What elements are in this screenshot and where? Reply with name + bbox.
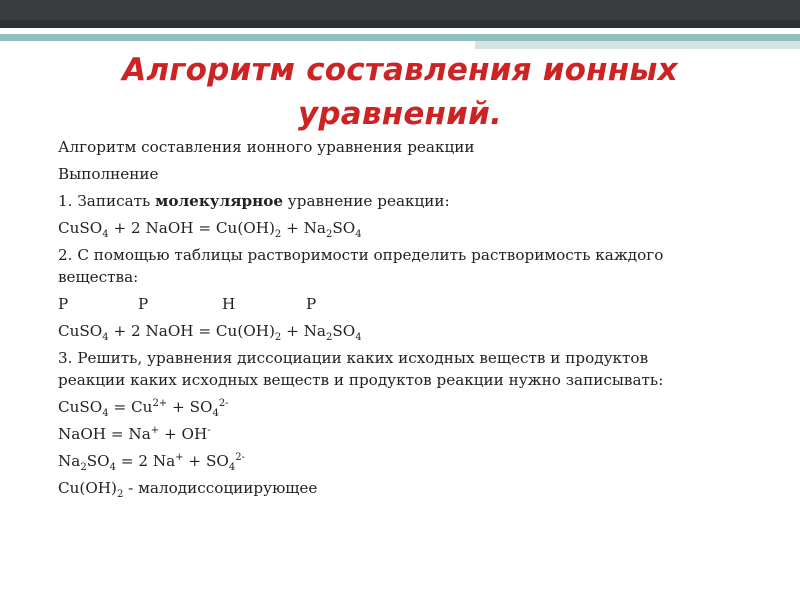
solubility-label: Р — [138, 295, 149, 313]
solubility-label: Н — [222, 295, 236, 313]
weak-electrolyte-line: $Cu(OH)_2$ - малодиссоциирующее — [58, 479, 318, 501]
solubility-row — [58, 293, 698, 315]
molecular-equation-1: CuSO$_4$ + 2 NaOH = $Cu(OH)_2 + Na_2SO_4$ — [58, 219, 362, 241]
dissociation-naoh: NaOH = Na+ + OH- — [58, 424, 211, 443]
step3-line: 3. Решить, уравнения диссоциации каких исходных веществ и продуктов реакции каких исходных веществ и продуктов реакции нужно записывать: — [58, 349, 664, 389]
weak-electrolyte-suffix: - малодиссоциирующее — [123, 479, 318, 497]
step1-prefix: 1. Записать — [58, 192, 156, 210]
perform-line: Выполнение — [58, 165, 159, 183]
dissociation-na2so4: $Na_2SO_4 = 2$ $Na^+ + SO_4^{2-}$ — [58, 451, 245, 474]
step2-line: 2. С помощью таблицы растворимости определить растворимость каждого вещества: — [58, 246, 664, 286]
solubility-label: Р — [306, 295, 317, 313]
step1-suffix: уравнение реакции: — [282, 192, 450, 210]
slide-accent-line — [0, 34, 800, 41]
step1-bold: молекулярное — [155, 192, 283, 210]
slide-content — [58, 136, 698, 504]
dissociation-cuso4: CuSO$_4$ = $Cu^{2+} + SO_4^{2-}$ — [58, 397, 229, 420]
solubility-label: Р — [58, 295, 69, 313]
slide-top-bar-shade — [0, 20, 800, 28]
molecular-equation-2: CuSO$_4$ + 2 NaOH = $Cu(OH)_2 + Na_2SO_4$ — [58, 322, 362, 344]
slide-title: Алгоритм составления ионных уравнений. — [122, 52, 678, 132]
intro-line: Алгоритм составления ионного уравнения реакции — [58, 138, 475, 156]
step1-line — [58, 190, 698, 212]
